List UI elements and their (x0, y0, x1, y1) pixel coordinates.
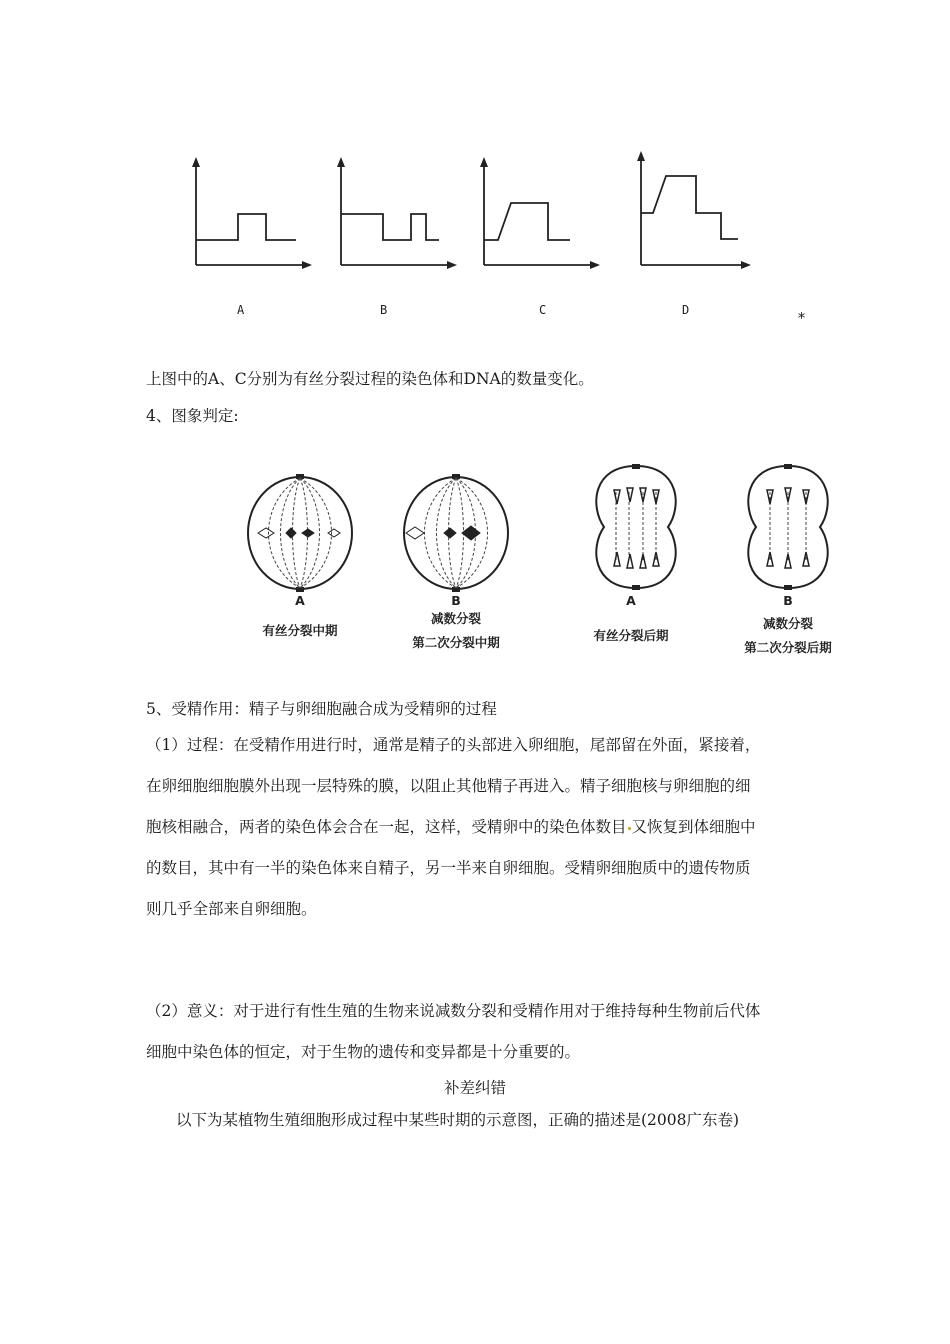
section-5-2-line-1: （2）意义：对于进行有性生殖的生物来说减数分裂和受精作用对于维持每种生物前后代体 (146, 1002, 761, 1020)
section-5-2-line-2: 细胞中染色体的恒定，对于生物的遗传和变异都是十分重要的。 (146, 1043, 581, 1061)
cell-1-letter: A (295, 593, 305, 608)
section-5-1-line-5: 则几乎全部来自卵细胞。 (146, 900, 317, 918)
graph-label-b: B (380, 303, 388, 317)
cell-2-caption-line-2: 第二次分裂中期 (412, 635, 500, 650)
graph-c (478, 155, 608, 280)
section-5-1-line-2: 在卵细胞细胞膜外出现一层特殊的膜，以阻止其他精子再进入。精子细胞核与卵细胞的细 (146, 777, 751, 795)
graph-label-a: A (237, 303, 245, 317)
section-5-1-line-3 (146, 815, 756, 837)
cell-4-caption-line-2: 第二次分裂后期 (744, 640, 832, 655)
cell-2-letter: B (451, 593, 461, 608)
cell-2-caption-line-1: 减数分裂 (430, 611, 481, 626)
cell-meiosis-ii-metaphase (400, 472, 512, 594)
cell-meiosis-ii-anaphase (742, 462, 834, 592)
cell-mitosis-anaphase (590, 462, 682, 592)
section-5-1-line-3-part-b: 又恢复到体细胞中 (631, 818, 756, 836)
yellow-dot-mark (628, 827, 631, 830)
cell-1-caption: 有丝分裂中期 (262, 623, 338, 638)
graph-label-c: C (539, 303, 547, 317)
cell-4-caption-line-1: 减数分裂 (762, 616, 813, 631)
graph-label-d: D (682, 303, 690, 317)
section-5-1-line-1: （1）过程：在受精作用进行时，通常是精子的头部进入卵细胞，尾部留在外面，紧接着， (146, 736, 761, 754)
cell-mitosis-metaphase (244, 472, 356, 594)
section-title: 补差纠错 (443, 1079, 506, 1097)
section-5-heading: 5、受精作用：精子与卵细胞融合成为受精卵的过程 (146, 700, 497, 718)
cell-3-caption: 有丝分裂后期 (593, 628, 669, 643)
section-5-1-line-3-part-a: 胞核相融合，两者的染色体会合在一起，这样，受精卵中的染色体数目 (146, 818, 627, 836)
graph-a (190, 155, 320, 280)
asterisk-mark: * (797, 309, 807, 327)
graph-d (635, 148, 765, 278)
cell-4-letter: B (783, 593, 793, 608)
cell-3-letter: A (626, 593, 636, 608)
graph-b (335, 155, 465, 280)
section-4-heading: 4、图象判定: (146, 407, 239, 425)
graph-explanation: 上图中的A、C分别为有丝分裂过程的染色体和DNA的数量变化。 (146, 370, 594, 388)
section-5-1-line-4: 的数目，其中有一半的染色体来自精子，另一半来自卵细胞。受精卵细胞质中的遗传物质 (146, 859, 751, 877)
question-text: 以下为某植物生殖细胞形成过程中某些时期的示意图，正确的描述是(2008广东卷) (176, 1111, 740, 1129)
